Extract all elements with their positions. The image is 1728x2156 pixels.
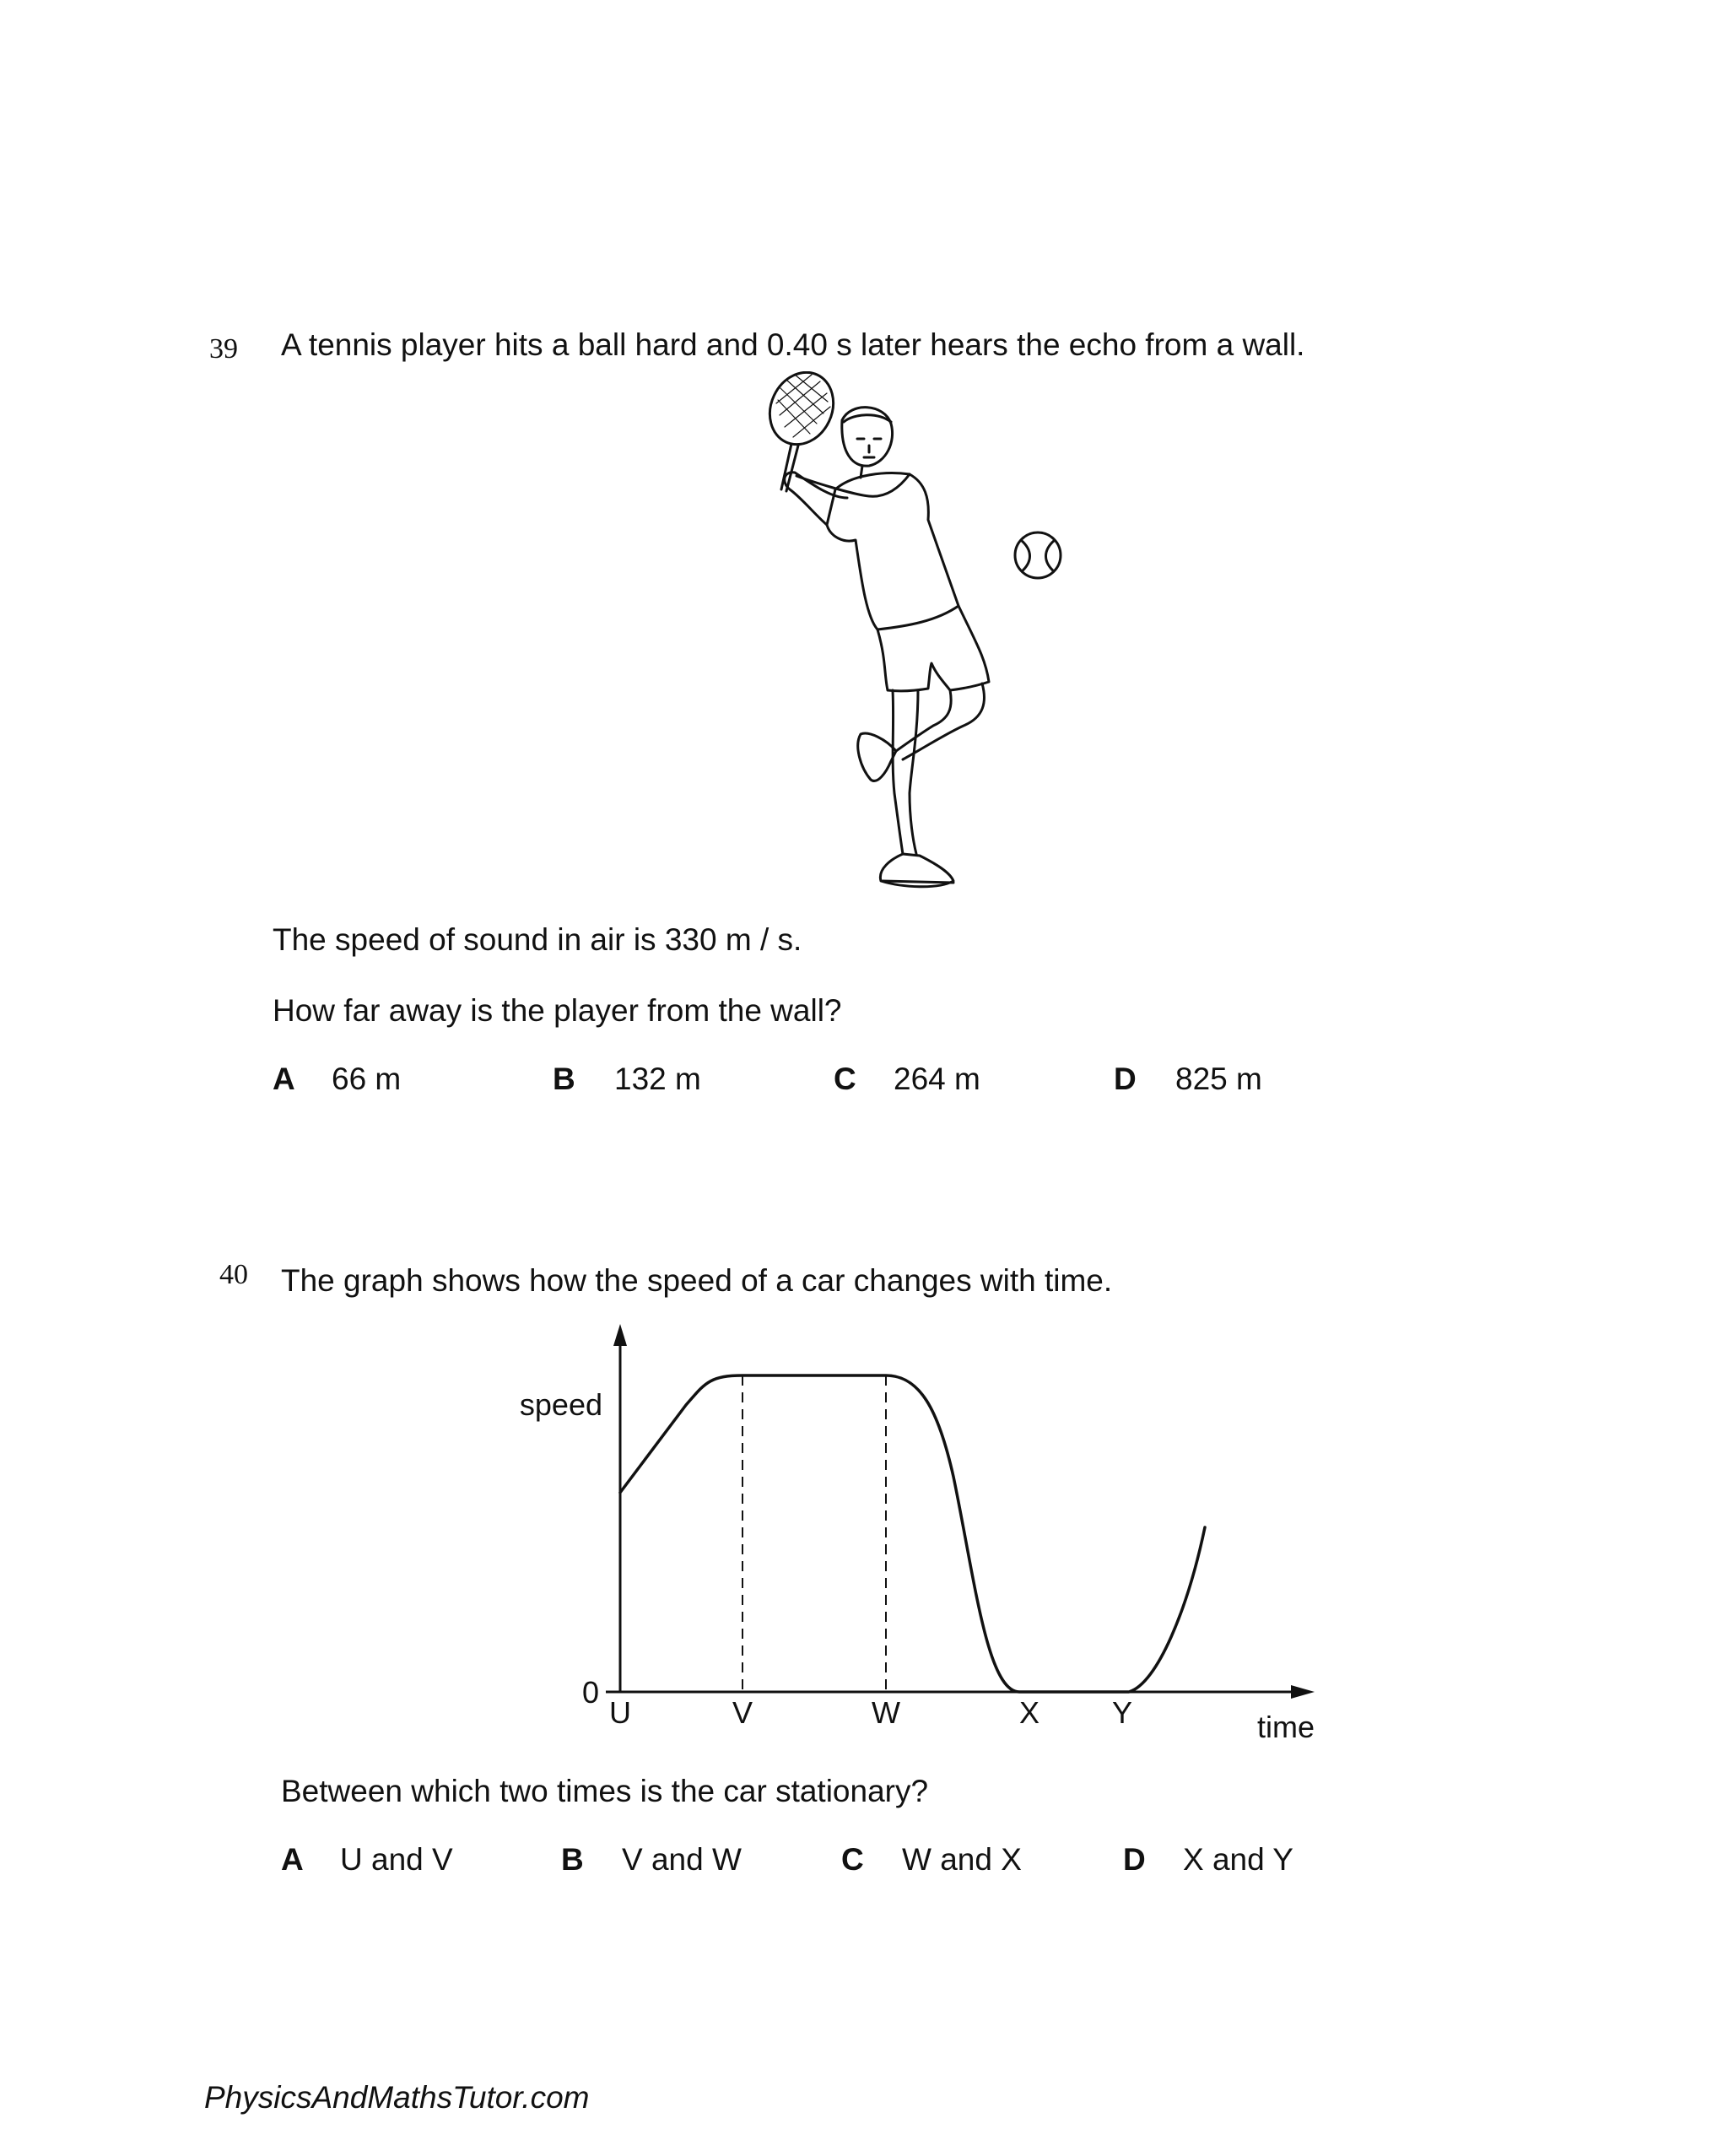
x-tick-label-v: V bbox=[732, 1695, 753, 1730]
question-number-40: 40 bbox=[219, 1259, 248, 1290]
option-letter-a[interactable]: A bbox=[281, 1842, 304, 1877]
question-40-stem: The graph shows how the speed of a car changes with time. bbox=[281, 1263, 1113, 1298]
y-origin-label: 0 bbox=[581, 1675, 599, 1710]
x-tick-label-w: W bbox=[872, 1695, 900, 1730]
question-39-statement: The speed of sound in air is 330 m / s. bbox=[273, 922, 802, 957]
speed-curve bbox=[620, 1375, 1205, 1692]
option-letter-d[interactable]: D bbox=[1123, 1842, 1146, 1877]
option-value-d[interactable]: X and Y bbox=[1183, 1842, 1293, 1877]
question-39-prompt: How far away is the player from the wall? bbox=[273, 993, 842, 1028]
option-value-c[interactable]: W and X bbox=[902, 1842, 1022, 1877]
x-tick-label-y: Y bbox=[1111, 1695, 1133, 1730]
option-letter-c[interactable]: C bbox=[841, 1842, 864, 1877]
option-letter-d[interactable]: D bbox=[1114, 1062, 1137, 1096]
tennis-player-illustration bbox=[742, 371, 1080, 894]
y-axis-label: speed bbox=[519, 1387, 602, 1422]
player-shoe-back bbox=[858, 733, 896, 781]
x-tick-label-u: U bbox=[609, 1695, 631, 1730]
tennis-ball bbox=[1015, 532, 1061, 578]
footer-site-name: PhysicsAndMathsTutor.com bbox=[204, 2080, 590, 2115]
option-value-a[interactable]: U and V bbox=[340, 1842, 453, 1877]
player-shirt bbox=[827, 473, 958, 630]
y-axis-arrow bbox=[613, 1324, 627, 1346]
speed-time-graph bbox=[498, 1321, 1342, 1759]
x-tick-label-x: X bbox=[1018, 1695, 1040, 1730]
option-value-b[interactable]: 132 m bbox=[614, 1062, 701, 1096]
option-value-a[interactable]: 66 m bbox=[332, 1062, 402, 1096]
option-value-d[interactable]: 825 m bbox=[1175, 1062, 1262, 1096]
x-axis-label: time bbox=[1256, 1710, 1315, 1744]
option-value-b[interactable]: V and W bbox=[622, 1842, 742, 1877]
option-letter-b[interactable]: B bbox=[561, 1842, 584, 1877]
option-value-c[interactable]: 264 m bbox=[894, 1062, 980, 1096]
option-letter-c[interactable]: C bbox=[834, 1062, 856, 1096]
question-number-39: 39 bbox=[209, 333, 238, 365]
question-39-stem: A tennis player hits a ball hard and 0.40 s later hears the echo from a wall. bbox=[281, 327, 1305, 362]
question-40-prompt: Between which two times is the car stationary? bbox=[281, 1774, 929, 1808]
option-letter-a[interactable]: A bbox=[273, 1062, 295, 1096]
racket-strings bbox=[776, 375, 830, 437]
option-letter-b[interactable]: B bbox=[553, 1062, 575, 1096]
x-axis-arrow bbox=[1291, 1685, 1315, 1699]
